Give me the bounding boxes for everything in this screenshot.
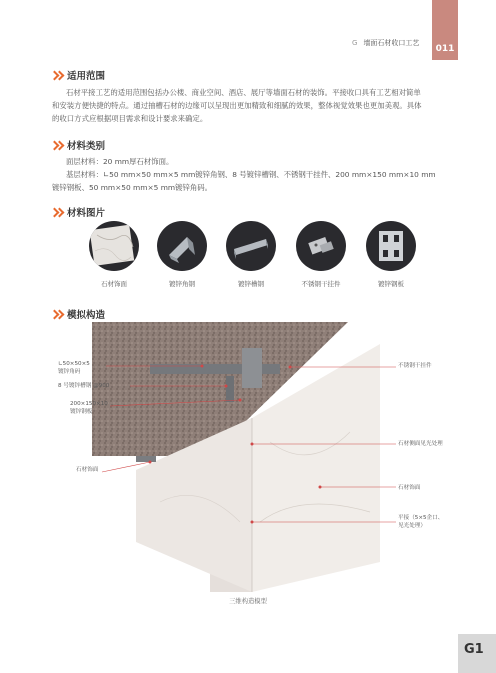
section-title-model-text: 模拟构造 (67, 310, 106, 321)
callout-line: 石材侧面见光处理 (398, 441, 443, 447)
section-title-scope (52, 68, 105, 82)
callout-flat-joint (398, 514, 443, 530)
callout-line: ∟50×50×5 (58, 361, 90, 367)
steel-plate (242, 348, 262, 388)
stainless-bracket-image (296, 221, 346, 271)
chapter-tab-label: G1 (464, 642, 484, 657)
callout-line: 不锈钢干挂件 (398, 363, 432, 369)
scope-line: 石材平接工艺的适用范围包括办公楼、商业空间、酒店、展厅等墙面石材的装饰。平接收口具有工艺相对简单 (66, 88, 421, 97)
steel-plate-image (366, 221, 416, 271)
callout-line: 平接（5×5企口、 (398, 515, 444, 521)
angle-steel-image (157, 221, 207, 271)
page-number: 011 (435, 44, 455, 54)
section-title-materials (52, 138, 105, 152)
double-chevron-icon (52, 141, 64, 150)
material-label: 镀锌钢板 (378, 280, 404, 288)
callout-line: 200×150×10 (70, 401, 108, 407)
section-title-materials-text: 材料类别 (67, 141, 106, 152)
double-chevron-icon (52, 208, 64, 217)
callout-line: 石材饰面 (398, 485, 421, 491)
callout-steel-plate (70, 400, 108, 416)
callout-line: 石材饰面 (76, 467, 99, 473)
material-label: 镀锌角钢 (169, 280, 195, 288)
section-title-model (52, 307, 105, 321)
materials-line: 面层材料：20 mm厚石材饰面。 (66, 157, 174, 166)
header-prefix: G (352, 39, 358, 47)
materials-paragraph (52, 155, 452, 194)
materials-line: 基层材料：∟50 mm×50 mm×5 mm镀锌角钢、8 号镀锌槽钢、不锈钢干挂件、200 mm×150 mm×10 mm (66, 170, 436, 179)
callout-stone-side (398, 440, 443, 448)
diagram-caption: 三维构造模型 (229, 598, 267, 605)
section-title-scope-text: 适用范围 (67, 71, 106, 82)
callout-line: 见光处理） (398, 523, 426, 529)
scope-line: 和安装方便快捷的特点。通过抽槽石材的边缘可以呈现出更加精致和细腻的效果，整体视觉效果也更加美观。具体 (52, 101, 422, 110)
section-title-pictures (52, 205, 105, 219)
callout-line: 8 号镀锌槽钢 @900 (58, 383, 110, 389)
callout-stone-facing-right (398, 484, 420, 492)
callout-angle-code (58, 360, 90, 376)
double-chevron-icon (52, 71, 64, 80)
scope-line: 的收口方式应根据项目需求和设计要求来确定。 (52, 114, 208, 123)
material-label: 镀锌槽钢 (238, 280, 264, 288)
scope-paragraph (52, 86, 452, 125)
callout-stone-facing-left (76, 466, 98, 474)
section-title-pictures-text: 材料图片 (67, 208, 106, 219)
materials-line: 镀锌钢板、50 mm×50 mm×5 mm镀锌角码。 (52, 183, 213, 192)
page-number-tab (432, 0, 458, 60)
header-title: 墙面石材收口工艺 (363, 39, 420, 47)
callout-line: 镀锌角码 (58, 369, 81, 375)
double-chevron-icon (52, 310, 64, 319)
channel-steel-image (226, 221, 276, 271)
callout-stainless-bracket (398, 362, 432, 370)
callout-channel-steel (58, 382, 109, 390)
chapter-tab (458, 634, 496, 673)
stone-facing-image (89, 221, 139, 271)
material-label: 不锈钢干挂件 (301, 280, 341, 288)
callout-line: 镀锌钢板 (70, 409, 93, 415)
header-label (352, 38, 419, 48)
material-label: 石材饰面 (101, 280, 127, 288)
